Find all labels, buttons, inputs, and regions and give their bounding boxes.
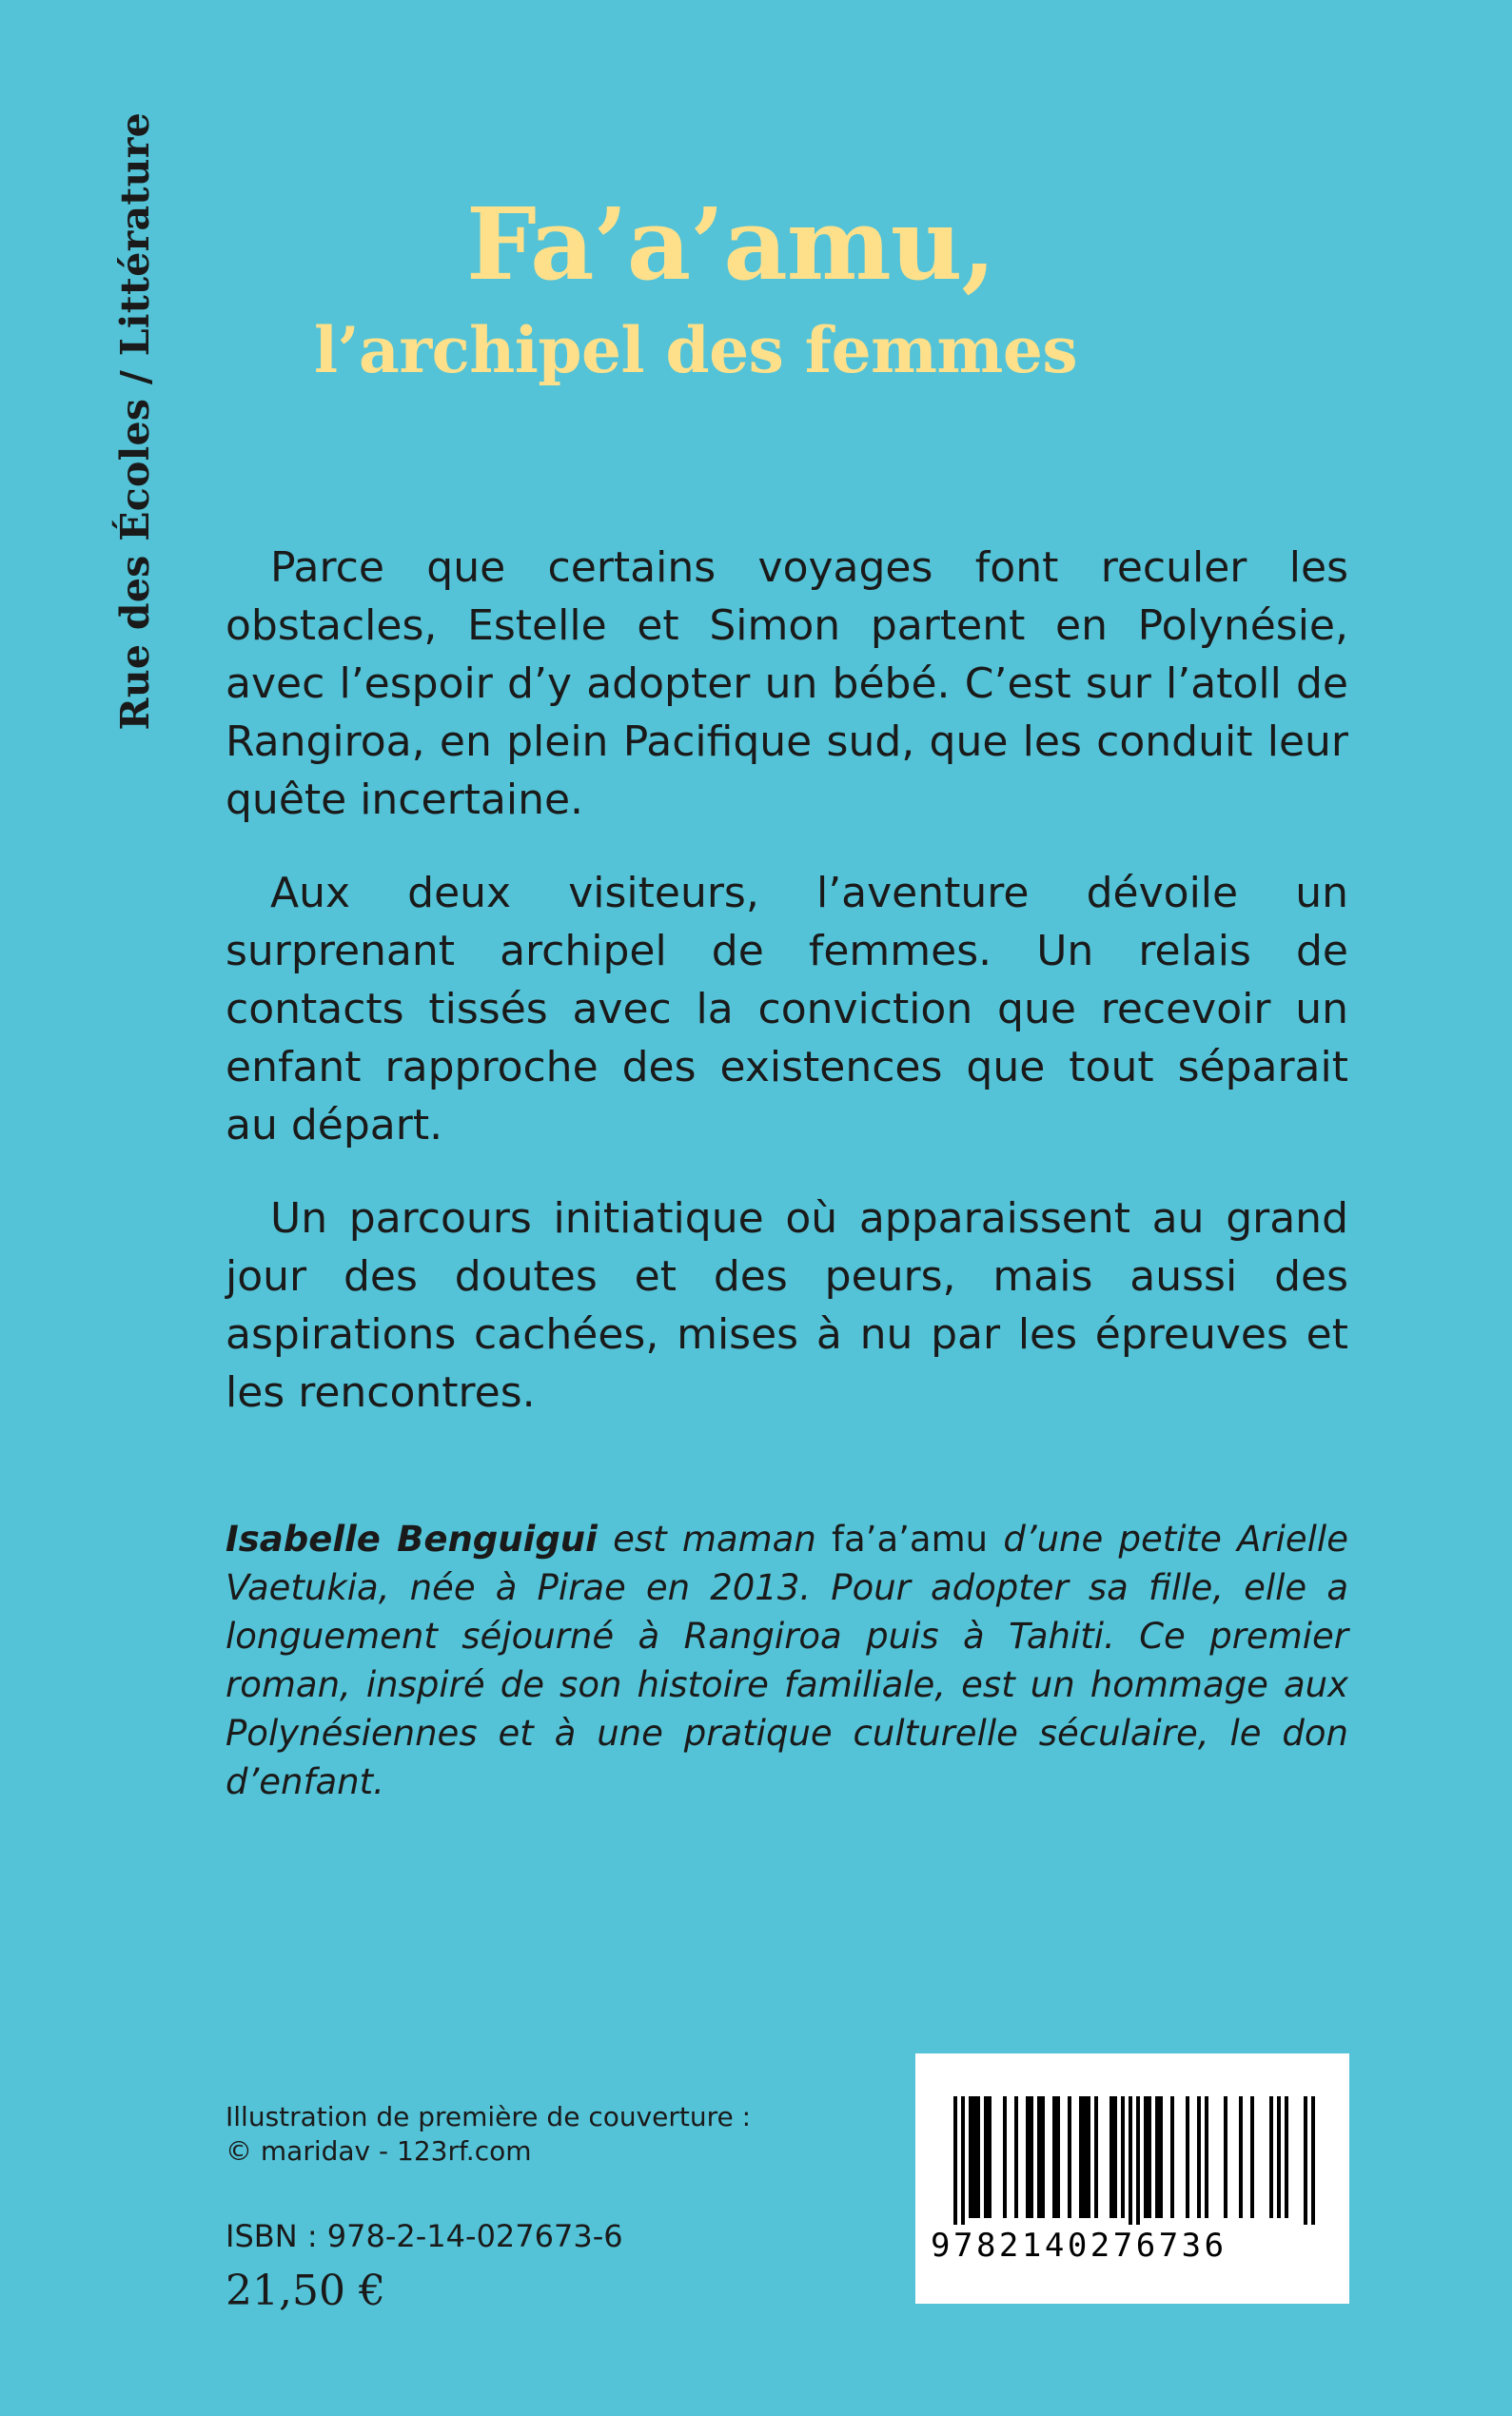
bio-term: fa’a’amu bbox=[832, 1519, 989, 1560]
barcode-bar bbox=[976, 2096, 980, 2218]
barcode-bar bbox=[1037, 2096, 1041, 2218]
author-name: Isabelle Benguigui bbox=[226, 1519, 598, 1560]
barcode-bar bbox=[1087, 2096, 1090, 2218]
barcode-bar bbox=[988, 2096, 992, 2218]
barcode-bar bbox=[1129, 2096, 1132, 2225]
barcode-digits: 9782140276736 bbox=[931, 2227, 1227, 2265]
barcode-bar bbox=[1003, 2096, 1007, 2218]
price: 21,50 € bbox=[226, 2267, 385, 2315]
barcode-bar bbox=[1186, 2096, 1189, 2218]
barcode-bar bbox=[1030, 2096, 1033, 2218]
credits-line: © maridav - 123rf.com bbox=[226, 2135, 532, 2167]
collection-label: Rue des Écoles / Littérature bbox=[112, 112, 158, 731]
barcode-bar bbox=[1109, 2096, 1113, 2218]
summary-paragraph: Aux deux visiteurs, l’aventure dévoile un surprenant archipel de femmes. Un relais de contacts tissés avec la conviction que recevoir un enfant rapproche des existences que tout séparait au départ. bbox=[226, 869, 1348, 1149]
barcode-bar bbox=[1014, 2096, 1018, 2218]
barcode-bar bbox=[961, 2096, 965, 2225]
bio-text: est maman bbox=[597, 1519, 833, 1560]
barcode-bar bbox=[1205, 2096, 1208, 2218]
barcode-bar bbox=[972, 2096, 976, 2218]
barcode-bar bbox=[1079, 2096, 1083, 2218]
barcode-bar bbox=[1239, 2096, 1243, 2218]
barcode-bar bbox=[1041, 2096, 1045, 2218]
barcode-bar bbox=[1250, 2096, 1254, 2218]
barcode-bar bbox=[1068, 2096, 1071, 2218]
barcode-bar bbox=[1136, 2096, 1140, 2225]
credits-line: Illustration de première de couverture : bbox=[226, 2101, 752, 2132]
bio-text: d’une petite Arielle Vaetukia, née à Pirae en 2013. Pour adopter sa fille, elle a longuement séjourné à Rangiroa puis à Tahiti. Ce premier roman, inspiré de son histoire familiale, est un hommage aux Polynésiennes et à une pratique culturelle séculaire, le don d’enfant. bbox=[226, 1519, 1348, 1802]
summary-paragraph: Parce que certains voyages font reculer les obstacles, Estelle et Simon partent en Polynésie, avec l’espoir d’y adopter un bébé. C’est sur l’atoll de Rangiroa, en plein Pacifique sud, que les conduit leur quête incertaine. bbox=[226, 543, 1348, 824]
barcode-bars bbox=[933, 2096, 1332, 2225]
barcode-bar bbox=[1197, 2096, 1201, 2218]
barcode-bar bbox=[1269, 2096, 1273, 2218]
summary bbox=[226, 539, 1348, 1457]
barcode-bar bbox=[1224, 2096, 1227, 2218]
barcode-bar bbox=[1083, 2096, 1087, 2218]
summary-paragraph: Un parcours initiatique où apparaissent au grand jour des doutes et des peurs, mais aussi des aspirations cachées, mises à nu par les épreuves et les rencontres. bbox=[226, 1194, 1348, 1417]
illustration-credits bbox=[226, 2100, 751, 2169]
barcode bbox=[915, 2053, 1349, 2304]
barcode-bar bbox=[1170, 2096, 1174, 2218]
barcode-bar bbox=[1159, 2096, 1163, 2218]
barcode-bar bbox=[1277, 2096, 1281, 2218]
barcode-bar bbox=[1026, 2096, 1030, 2218]
book-title: Fa’a’amu, bbox=[466, 186, 995, 303]
barcode-bar bbox=[1056, 2096, 1060, 2218]
author-bio bbox=[226, 1515, 1348, 1806]
barcode-bar bbox=[1304, 2096, 1307, 2225]
book-subtitle: l’archipel des femmes bbox=[314, 313, 1077, 387]
barcode-bar bbox=[1155, 2096, 1159, 2218]
barcode-bar bbox=[1148, 2096, 1151, 2218]
barcode-bar bbox=[1144, 2096, 1148, 2218]
isbn: ISBN : 978-2-14-027673-6 bbox=[226, 2218, 623, 2254]
barcode-bar bbox=[1094, 2096, 1098, 2218]
barcode-bar bbox=[969, 2096, 972, 2218]
barcode-bar bbox=[1052, 2096, 1056, 2218]
barcode-bar bbox=[953, 2096, 957, 2225]
barcode-bar bbox=[1113, 2096, 1117, 2218]
barcode-bar bbox=[1285, 2096, 1288, 2218]
barcode-bar bbox=[984, 2096, 988, 2218]
barcode-bar bbox=[1311, 2096, 1315, 2225]
barcode-bar bbox=[1121, 2096, 1125, 2218]
